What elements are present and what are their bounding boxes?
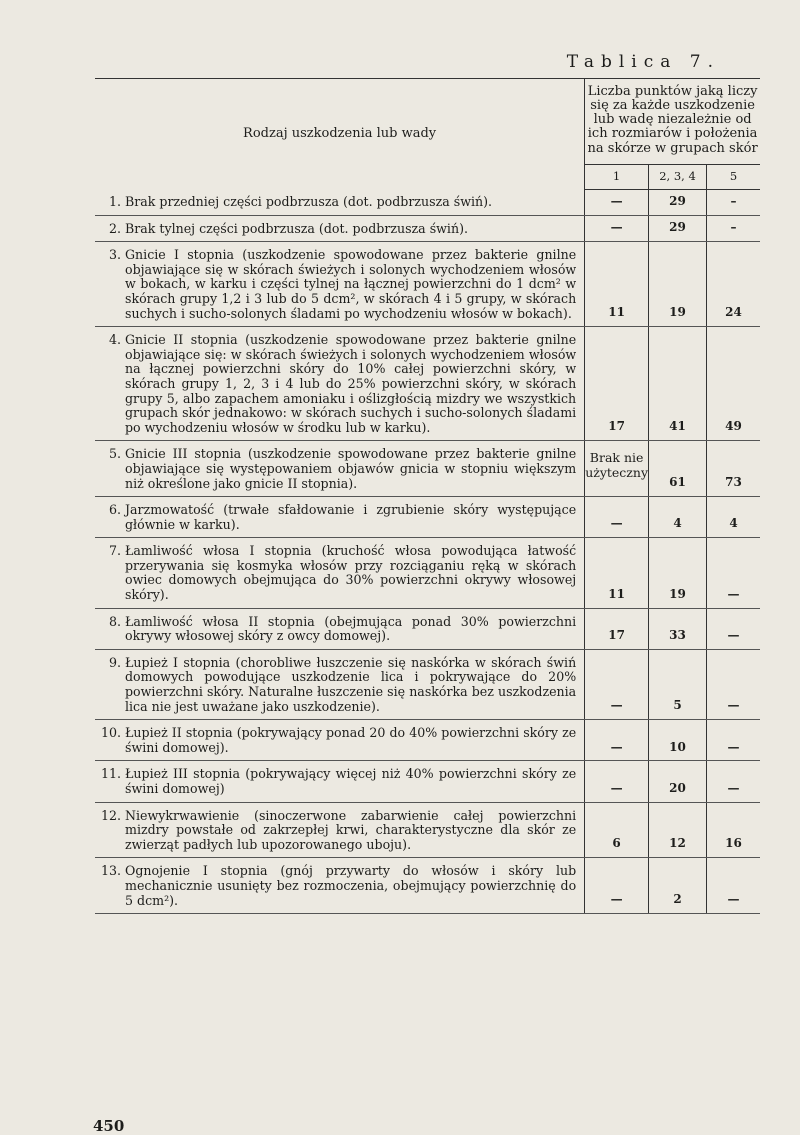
- points-group-3: –: [707, 215, 761, 242]
- points-group-3: —: [707, 761, 761, 802]
- row-number: 5.: [108, 446, 121, 462]
- table-header-row: [95, 79, 760, 165]
- row-number: 9.: [108, 654, 121, 670]
- row-text: Łupież II stopnia (pokrywający ponad 20 do 40% powierzchni skóry ze świni domowej).: [125, 725, 577, 755]
- points-group-2: 29: [649, 215, 707, 242]
- page-number: 450: [93, 1117, 125, 1135]
- damage-description: [95, 720, 585, 761]
- row-number: 7.: [108, 543, 121, 559]
- row-text: Łamliwość włosa I stopnia (kruchość włosa powodująca łatwość przerywania się kosmyka włosów przy rozciąganiu ręką w skórach owiec domowych obejmująca do 30% powierzchni okrywy włosowej skóry).: [125, 543, 577, 603]
- points-group-1: 17: [585, 327, 649, 441]
- row-text: Brak tylnej części podbrzusza (dot. podbrzusza świń).: [125, 220, 468, 236]
- points-group-2: 20: [649, 761, 707, 802]
- points-group-3: 49: [707, 327, 761, 441]
- table-row: [95, 189, 760, 215]
- damage-description: [95, 802, 585, 858]
- points-group-3: 16: [707, 802, 761, 858]
- table-row: [95, 858, 760, 914]
- damage-description: [95, 538, 585, 608]
- row-number: 2.: [108, 220, 121, 236]
- points-group-2: 4: [649, 497, 707, 538]
- points-group-1: —: [585, 858, 649, 914]
- points-group-1: —: [585, 761, 649, 802]
- row-text: Łamliwość włosa II stopnia (obejmująca ponad 30% powierzchni okrywy włosowej skóry z owcy domowej).: [125, 613, 577, 644]
- row-number: 3.: [108, 247, 121, 263]
- points-group-1: —: [585, 497, 649, 538]
- table-row: [95, 327, 760, 441]
- damage-description: [95, 327, 585, 441]
- points-group-2: 5: [649, 649, 707, 719]
- points-group-2: 10: [649, 720, 707, 761]
- header-points: Liczba punktów jaką liczy się za każde uszkodzenie lub wadę niezależnie od ich rozmiarów i położenia na skórze w grupach skór: [585, 79, 760, 165]
- table-title: Tablica 7.: [566, 52, 720, 72]
- row-number: 4.: [108, 332, 121, 348]
- table-row: [95, 720, 760, 761]
- table-row: [95, 441, 760, 497]
- points-group-1: Brak nie użyteczny: [585, 441, 649, 497]
- points-group-2: 61: [649, 441, 707, 497]
- points-group-1: —: [585, 215, 649, 242]
- row-text: Łupież III stopnia (pokrywający więcej niż 40% powierzchni skóry ze świni domowej): [125, 766, 577, 796]
- table-row: [95, 802, 760, 858]
- row-text: Jarzmowatość (trwałe sfałdowanie i zgrubienie skóry występujące głównie w karku).: [125, 502, 577, 532]
- points-group-2: 19: [649, 538, 707, 608]
- row-text: Gnicie II stopnia (uszkodzenie spowodowane przez bakterie gnilne objawiające się: w skórach świeżych i solonych wychodzeniem włosów na łącznej powierzchni skóry do 10% całej powierzchni skóry, w skórach grupy 1, 2, 3 i 4 lub do 25% powierzchni skóry, w skórach grupy 5, albo zapachem amoniaku i oślizgłością mizdry we wszystkich grupach skór jednakowo: w skórach suchych i sucho-solonych śladami po wychodzeniu włosów w środku lub w karku).: [125, 332, 577, 435]
- row-number: 8.: [108, 613, 121, 629]
- row-number: 11.: [100, 766, 121, 782]
- damage-description: [95, 761, 585, 802]
- points-group-2: 33: [649, 608, 707, 649]
- table-row: [95, 608, 760, 649]
- points-group-1: —: [585, 649, 649, 719]
- group-col-1: 1: [585, 164, 649, 189]
- points-group-2: 2: [649, 858, 707, 914]
- group-col-2: 2, 3, 4: [649, 164, 707, 189]
- table-row: [95, 538, 760, 608]
- row-text: Brak przedniej części podbrzusza (dot. podbrzusza świń).: [125, 194, 493, 209]
- damage-description: [95, 649, 585, 719]
- row-text: Gnicie I stopnia (uszkodzenie spowodowane przez bakterie gnilne objawiające się w skórach świeżych i solonych wychodzeniem włosów w bokach, w karku i części tylnej na łącznej powierzchni do 1 dcm² w skórach grupy 1,2 i 3 lub do 5 dcm², w skórach 4 i 5 grupy, w skórach suchych i sucho-solonych śladami po wychodzeniu włosów w bokach).: [125, 247, 577, 321]
- row-number: 10.: [100, 725, 121, 741]
- points-group-3: 73: [707, 441, 761, 497]
- points-group-3: —: [707, 720, 761, 761]
- row-text: Gnicie III stopnia (uszkodzenie spowodowane przez bakterie gnilne objawiające się występowaniem objawów gnicia w stopniu większym niż określone jako gnicie II stopnia).: [125, 446, 577, 491]
- points-group-1: —: [585, 720, 649, 761]
- damage-description: [95, 242, 585, 327]
- row-number: 6.: [108, 502, 121, 518]
- damage-description: [95, 215, 585, 242]
- points-group-1: 17: [585, 608, 649, 649]
- row-text: Niewykrwawienie (sinoczerwone zabarwienie całej powierzchni mizdry powstałe od zakrzepłej krwi, charakterystyczne dla skór ze zwierząt padłych lub upozorowanego uboju).: [125, 807, 577, 852]
- table-row: [95, 497, 760, 538]
- damage-points-table: [95, 78, 760, 914]
- damage-description: [95, 858, 585, 914]
- points-group-3: —: [707, 649, 761, 719]
- table-row: [95, 242, 760, 327]
- group-col-3: 5: [707, 164, 761, 189]
- points-group-2: 19: [649, 242, 707, 327]
- row-text: Ognojenie I stopnia (gnój przywarty do włosów i skóry lub mechanicznie usunięty bez rozmoczenia, obejmujący powierzchnię do 5 dcm²).: [125, 863, 577, 908]
- points-group-1: 6: [585, 802, 649, 858]
- damage-description: [95, 608, 585, 649]
- points-group-3: 24: [707, 242, 761, 327]
- points-group-2: 29: [649, 189, 707, 215]
- points-group-1: 11: [585, 242, 649, 327]
- row-number: 1.: [108, 194, 121, 209]
- header-damage-type: Rodzaj uszkodzenia lub wady: [95, 79, 585, 190]
- points-group-3: —: [707, 538, 761, 608]
- table-row: [95, 215, 760, 242]
- table-row: [95, 649, 760, 719]
- points-group-2: 41: [649, 327, 707, 441]
- row-number: 13.: [100, 863, 121, 879]
- points-group-1: 11: [585, 538, 649, 608]
- points-group-3: –: [707, 189, 761, 215]
- row-number: 12.: [100, 807, 121, 823]
- points-group-3: —: [707, 858, 761, 914]
- damage-description: [95, 497, 585, 538]
- damage-description: [95, 189, 585, 215]
- table-row: [95, 761, 760, 802]
- damage-description: [95, 441, 585, 497]
- row-text: Łupież I stopnia (chorobliwe łuszczenie się naskórka w skórach świń domowych powodujące uszkodzenie lica i pokrywające do 20% powierzchni skóry. Naturalne łuszczenie się naskórka bez uszkodzenia lica nie jest uważane jako uszkodzenie).: [125, 654, 577, 714]
- points-group-3: 4: [707, 497, 761, 538]
- points-group-2: 12: [649, 802, 707, 858]
- points-group-3: —: [707, 608, 761, 649]
- points-group-1: —: [585, 189, 649, 215]
